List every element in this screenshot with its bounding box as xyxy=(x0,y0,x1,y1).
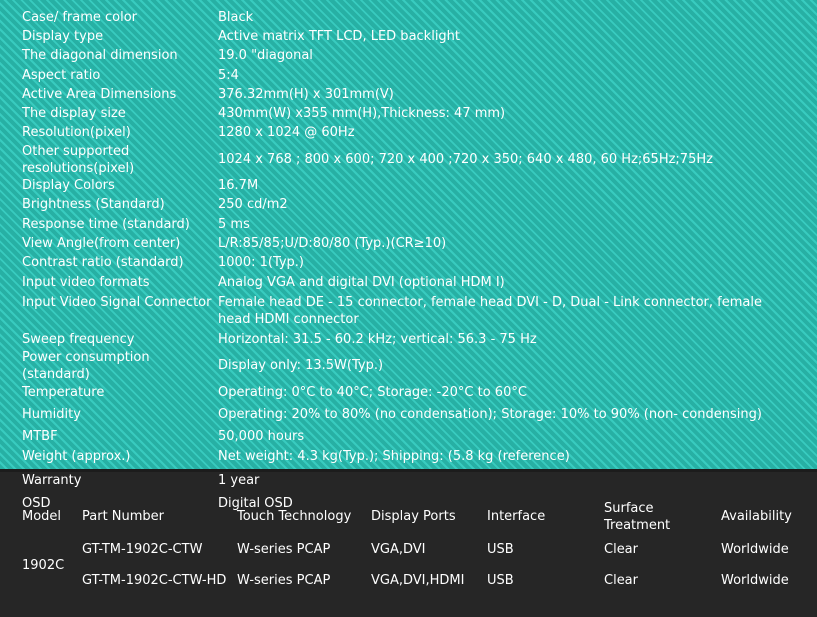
spec-value: 1280 x 1024 @ 60Hz xyxy=(218,125,355,140)
spec-value: Black xyxy=(218,10,254,25)
spec-label: Display type xyxy=(22,29,104,44)
header-availability: Availability xyxy=(721,509,792,524)
touch-technology-cell: W-series PCAP xyxy=(237,542,331,557)
header-surface-treatment: Surface Treatment xyxy=(604,501,671,533)
spec-value: Active matrix TFT LCD, LED backlight xyxy=(218,29,461,44)
spec-value: 50,000 hours xyxy=(218,429,305,444)
spec-label: Display Colors xyxy=(22,178,115,193)
header-display-ports: Display Ports xyxy=(371,509,456,524)
availability-cell: Worldwide xyxy=(721,542,789,557)
spec-value: Horizontal: 31.5 - 60.2 kHz; vertical: 56.3 - 75 Hz xyxy=(218,332,537,347)
spec-label: OSD xyxy=(22,496,51,511)
display-ports-cell: VGA,DVI xyxy=(371,542,426,557)
availability-cell: Worldwide xyxy=(721,573,789,588)
spec-value: 430mm(W) x355 mm(H),Thickness: 47 mm) xyxy=(218,106,506,121)
spec-label: Weight (approx.) xyxy=(22,449,131,464)
spec-label: MTBF xyxy=(22,429,58,444)
display-ports-cell: VGA,DVI,HDMI xyxy=(371,573,465,588)
spec-label: Contrast ratio (standard) xyxy=(22,255,184,270)
surface-treatment-cell: Clear xyxy=(604,573,638,588)
spec-label: Other supported resolutions(pixel) xyxy=(22,144,135,176)
model-cell: 1902C xyxy=(22,558,65,573)
spec-label: Power consumption (standard) xyxy=(22,350,150,382)
header-interface: Interface xyxy=(487,509,546,524)
spec-value: Operating: 20% to 80% (no condensation); Storage: 10% to 90% (non- condensing) xyxy=(218,407,762,422)
spec-label: The diagonal dimension xyxy=(22,48,178,63)
spec-label: Humidity xyxy=(22,407,81,422)
surface-treatment-cell: Clear xyxy=(604,542,638,557)
interface-cell: USB xyxy=(487,542,514,557)
spec-value: 16.7M xyxy=(218,178,259,193)
spec-label: Warranty xyxy=(22,473,82,488)
spec-label: Resolution(pixel) xyxy=(22,125,131,140)
spec-label: Brightness (Standard) xyxy=(22,197,165,212)
spec-label: Sweep frequency xyxy=(22,332,135,347)
spec-label: Input Video Signal Connector xyxy=(22,295,212,310)
spec-label: The display size xyxy=(22,106,126,121)
spec-value: L/R:85/85;U/D:80/80 (Typ.)(CR≥10) xyxy=(218,236,447,251)
touch-technology-cell: W-series PCAP xyxy=(237,573,331,588)
spec-value: Net weight: 4.3 kg(Typ.); Shipping: (5.8 kg (reference) xyxy=(218,449,570,464)
spec-value: 1024 x 768 ; 800 x 600; 720 x 400 ;720 x 350; 640 x 480, 60 Hz;65Hz;75Hz xyxy=(218,152,713,167)
spec-label: Aspect ratio xyxy=(22,68,101,83)
spec-value: Analog VGA and digital DVI (optional HDM I) xyxy=(218,275,505,290)
header-touch-technology: Touch Technology xyxy=(237,509,352,524)
part-number-cell: GT-TM-1902C-CTW xyxy=(82,542,203,557)
spec-value: 1 year xyxy=(218,473,260,488)
spec-value: Display only: 13.5W(Typ.) xyxy=(218,358,384,373)
part-number-cell: GT-TM-1902C-CTW-HD xyxy=(82,573,227,588)
spec-value: Operating: 0°C to 40°C; Storage: -20°C to 60°C xyxy=(218,385,527,400)
spec-value: Female head DE - 15 connector, female head DVI - D, Dual - Link connector, female head HDMI connector xyxy=(218,295,762,327)
header-part-number: Part Number xyxy=(82,509,165,524)
spec-label: Active Area Dimensions xyxy=(22,87,177,102)
spec-value: 250 cd/m2 xyxy=(218,197,288,212)
spec-label: Temperature xyxy=(22,385,105,400)
spec-value: 19.0 "diagonal xyxy=(218,48,313,63)
spec-value: 5 ms xyxy=(218,217,250,232)
header-model: Model xyxy=(22,509,62,524)
spec-value: 376.32mm(H) x 301mm(V) xyxy=(218,87,394,102)
spec-label: Case/ frame color xyxy=(22,10,138,25)
spec-value: 1000: 1(Typ.) xyxy=(218,255,305,270)
interface-cell: USB xyxy=(487,573,514,588)
spec-label: Input video formats xyxy=(22,275,150,290)
spec-value: 5:4 xyxy=(218,68,239,83)
spec-label: Response time (standard) xyxy=(22,217,190,232)
spec-label: View Angle(from center) xyxy=(22,236,181,251)
spec-value: Digital OSD xyxy=(218,496,293,511)
